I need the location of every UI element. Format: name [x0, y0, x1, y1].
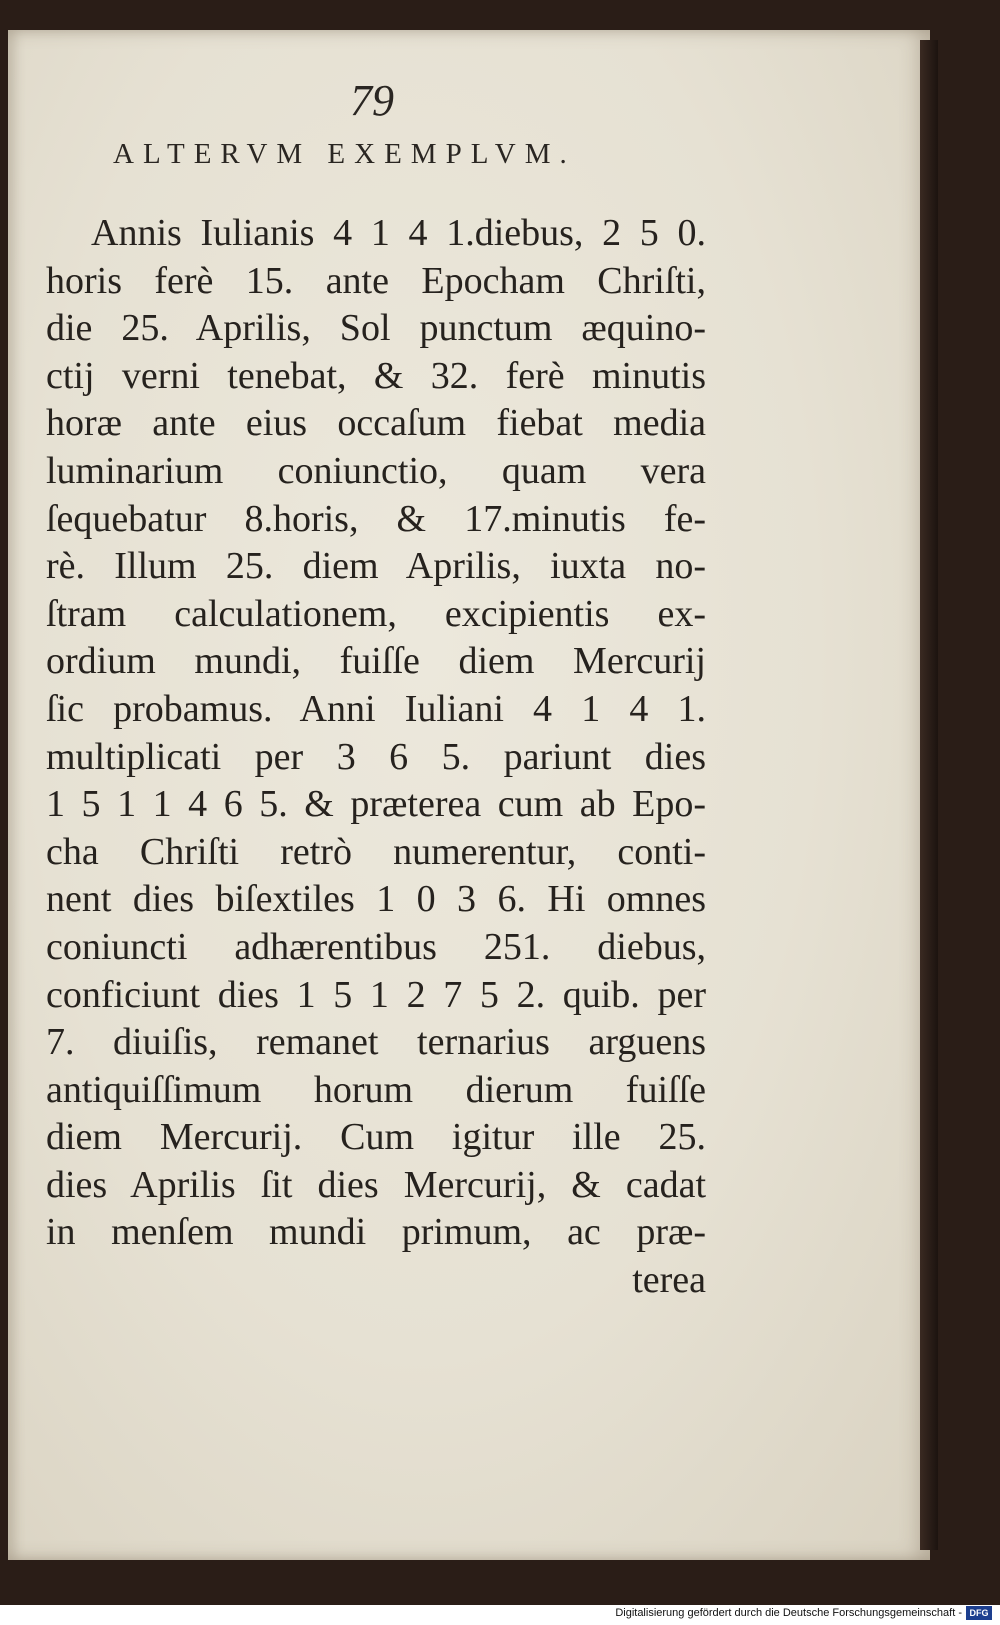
text-line: ctij verni tenebat, & 32. ferè minutis	[46, 354, 706, 397]
text-line: antiquiſſimum horum dierum fuiſſe	[46, 1068, 706, 1111]
dfg-logo: DFG	[966, 1606, 992, 1620]
text-line: horis ferè 15. ante Epocham Chriſti,	[46, 259, 706, 302]
text-line: Annis Iulianis 4 1 4 1.diebus, 2 5 0.	[91, 212, 706, 254]
text-line: multiplicati per 3 6 5. pariunt dies	[46, 735, 706, 778]
text-line: 7. diuiſis, remanet ternarius arguens	[46, 1021, 706, 1064]
text-line: dies Aprilis ſit dies Mercurij, & cadat	[46, 1163, 706, 1206]
text-line: conficiunt dies 1 5 1 2 7 5 2. quib. per	[46, 973, 706, 1016]
text-line: rè. Illum 25. diem Aprilis, iuxta no-	[46, 545, 706, 588]
catchword: terea	[632, 1259, 706, 1302]
running-title: ALTERVM EXEMPLVM.	[113, 138, 576, 170]
digitization-credit: Digitalisierung gefördert durch die Deutsche Forschungsgemeinschaft -	[615, 1607, 962, 1619]
text-line: ſic probamus. Anni Iuliani 4 1 4 1.	[46, 687, 706, 730]
body-text	[46, 210, 706, 1305]
text-line: ſtram calculationem, excipientis ex-	[46, 592, 706, 635]
text-line: in menſem mundi primum, ac præ-	[46, 1211, 706, 1254]
text-line: cha Chriſti retrò numerentur, conti-	[46, 830, 706, 873]
page-number: 79	[350, 76, 394, 125]
text-line: ſequebatur 8.horis, & 17.minutis fe-	[46, 497, 706, 540]
text-line: die 25. Aprilis, Sol punctum æquino-	[46, 307, 706, 350]
text-line: 1 5 1 1 4 6 5. & præterea cum ab Epo-	[46, 783, 706, 826]
text-line: horæ ante eius occaſum fiebat media	[46, 402, 706, 445]
text-line: ordium mundi, fuiſſe diem Mercurij	[46, 640, 706, 683]
text-line: nent dies biſextiles 1 0 3 6. Hi omnes	[46, 878, 706, 921]
text-line: diem Mercurij. Cum igitur ille 25.	[46, 1116, 706, 1159]
text-line: luminarium coniunctio, quam vera	[46, 449, 706, 492]
text-line: coniuncti adhærentibus 251. diebus,	[46, 925, 706, 968]
page-edge-shadow	[920, 40, 938, 1550]
